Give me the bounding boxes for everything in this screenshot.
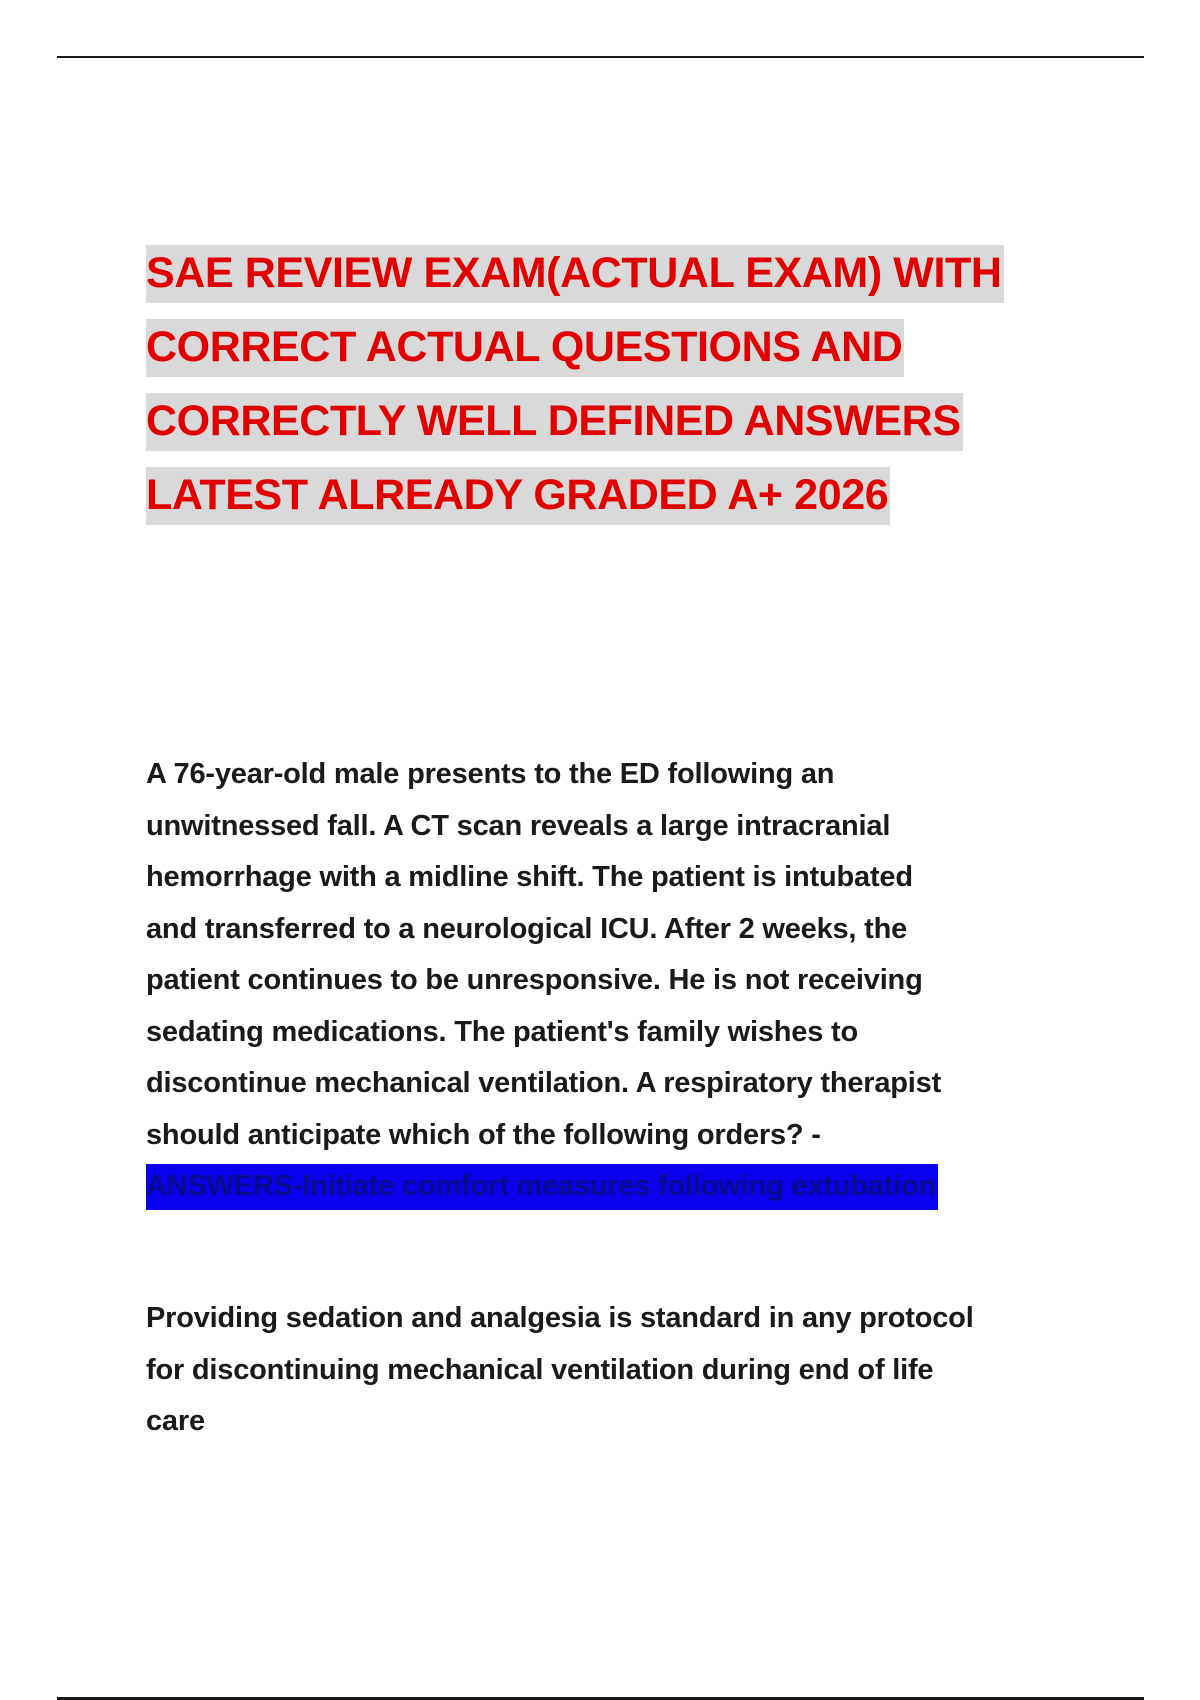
title-line: SAE REVIEW EXAM(ACTUAL EXAM) WITH — [146, 236, 1146, 310]
explanation-line: for discontinuing mechanical ventilation during end of life — [146, 1353, 934, 1386]
question-line: discontinue mechanical ventilation. A respiratory therapist — [146, 1067, 942, 1099]
question-line: hemorrhage with a midline shift. The patient is intubated — [146, 861, 913, 893]
explanation-paragraph — [146, 1293, 1081, 1448]
top-divider — [57, 56, 1144, 58]
title-line: LATEST ALREADY GRADED A+ 2026 — [146, 458, 1146, 532]
answer-highlight: ANSWERS-Initiate comfort measures following extubation — [146, 1164, 938, 1210]
explanation-line: Providing sedation and analgesia is standard in any protocol — [146, 1302, 974, 1334]
title-line: CORRECTLY WELL DEFINED ANSWERS — [146, 384, 1146, 458]
question-paragraph — [146, 749, 1076, 1213]
question-line: and transferred to a neurological ICU. After 2 weeks, the — [146, 912, 908, 945]
question-line: patient continues to be unresponsive. He is not receiving — [146, 964, 923, 996]
document-title — [146, 236, 1146, 532]
question-line: unwitnessed fall. A CT scan reveals a large intracranial — [146, 809, 891, 842]
question-line: sedating medications. The patient's family wishes to — [146, 1015, 858, 1048]
question-line: should anticipate which of the following orders? - — [146, 1118, 821, 1151]
explanation-line: care — [146, 1405, 205, 1437]
question-line: A 76-year-old male presents to the ED following an — [146, 758, 835, 790]
title-line: CORRECT ACTUAL QUESTIONS AND — [146, 310, 1146, 384]
